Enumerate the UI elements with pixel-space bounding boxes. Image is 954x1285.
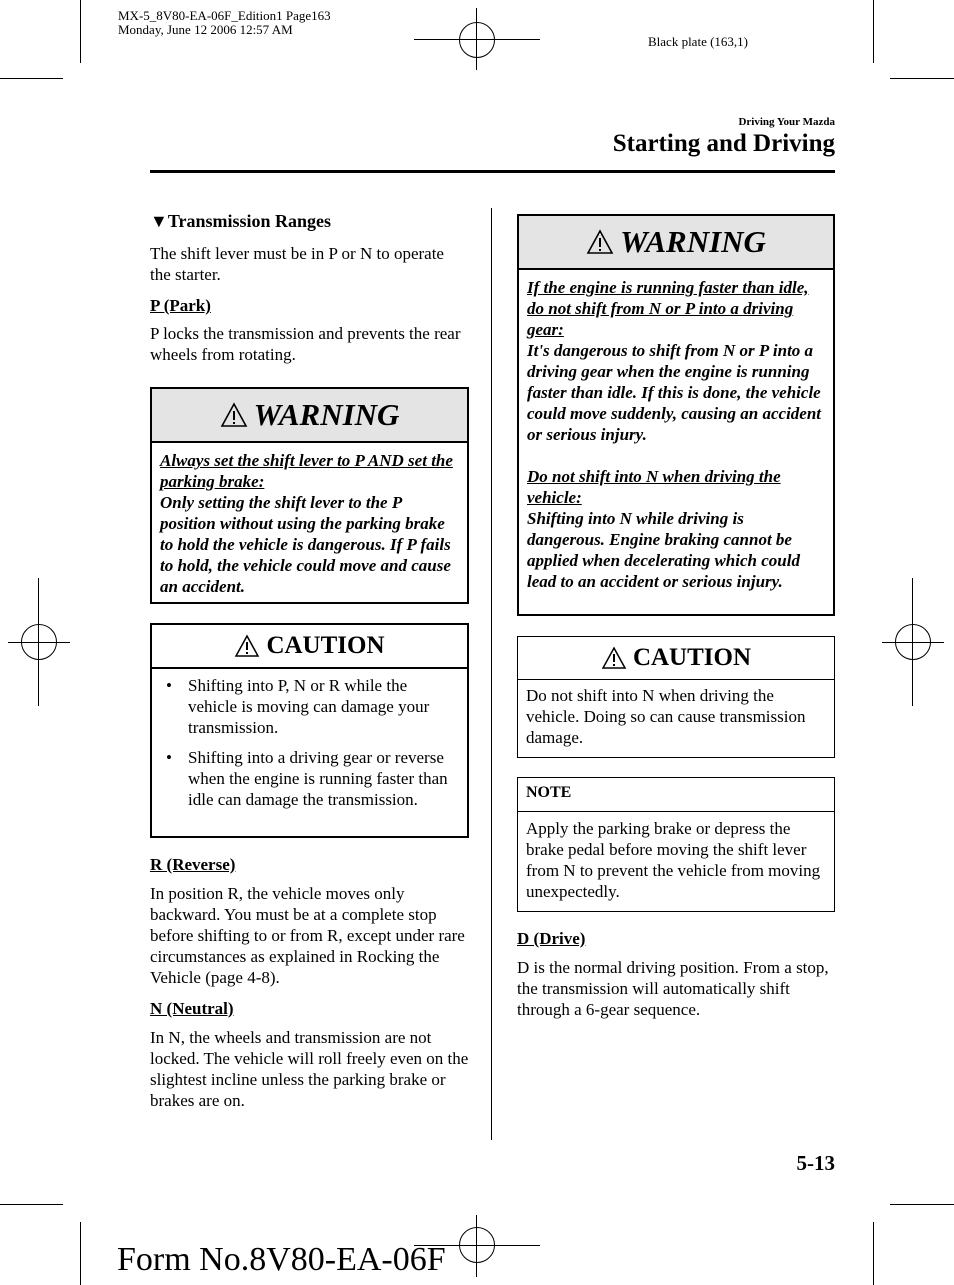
print-file-line: MX-5_8V80-EA-06F_Edition1 Page163 xyxy=(118,8,331,23)
note-title: NOTE xyxy=(518,778,834,812)
warning-box-neutral xyxy=(517,214,835,616)
left-column xyxy=(150,211,468,365)
caution-title: CAUTION xyxy=(266,632,385,659)
warning-text: It's dangerous to shift from N or P into a driving gear when the engine is running faster than idle. If this is done, the vehicle could move suddenly, causing an accident or serious injury. xyxy=(527,341,822,444)
caution-triangle-icon xyxy=(601,646,627,670)
header-rule xyxy=(150,170,835,173)
reverse-heading: R (Reverse) xyxy=(150,855,236,874)
bullet-icon: • xyxy=(166,676,172,695)
page-number: 5-13 xyxy=(796,1151,835,1175)
warning-lead: Do not shift into N when driving the vehicle: xyxy=(527,467,781,507)
caution-body xyxy=(152,669,467,826)
caution-title: CAUTION xyxy=(632,644,752,671)
warning-title: WARNING xyxy=(253,397,400,432)
drive-text: D is the normal driving position. From a stop, the transmission will automatically shift through a 6-gear sequence. xyxy=(517,958,829,1019)
warning-box-park xyxy=(150,387,469,604)
caution-triangle-icon xyxy=(234,634,260,658)
warning-title: WARNING xyxy=(620,224,766,259)
warning-header xyxy=(152,389,467,443)
print-date-line: Monday, June 12 2006 12:57 AM xyxy=(118,22,293,37)
caution-header xyxy=(518,637,834,680)
note-text: Apply the parking brake or depress the brake pedal before moving the shift lever from N to prevent the vehicle from moving unexpectedly. xyxy=(526,819,821,901)
section-heading: ▼Transmission Ranges xyxy=(150,211,332,231)
bullet-icon: • xyxy=(166,748,172,767)
drive-heading: D (Drive) xyxy=(517,929,586,948)
neutral-text: In N, the wheels and transmission are not locked. The vehicle will roll freely even on the slightest incline unless the parking brake or brakes are on. xyxy=(150,1028,469,1110)
column-divider xyxy=(491,208,492,1140)
warning-lead: Always set the shift lever to P AND set the parking brake: xyxy=(160,451,453,491)
warning-text: Shifting into N while driving is dangerous. Engine braking cannot be applied when decelerating which could lead to an accident or serious injury. xyxy=(527,509,800,591)
warning-lead: If the engine is running faster than idle, do not shift from N or P into a driving gear: xyxy=(527,278,809,339)
park-heading: P (Park) xyxy=(150,296,211,315)
left-column-lower xyxy=(150,854,470,1111)
intro-text: The shift lever must be in P or N to operate the starter. xyxy=(150,244,444,284)
warning-body xyxy=(519,270,833,599)
warning-text: Only setting the shift lever to the P position without using the parking brake to hold the vehicle is dangerous. If P fails to hold, the vehicle could move and cause an accident. xyxy=(160,493,451,596)
note-box xyxy=(517,777,835,912)
reverse-text: In position R, the vehicle moves only backward. You must be at a complete stop before shifting to or from R, except under rare circumstances as explained in Rocking the Vehicle (page 4-8). xyxy=(150,884,465,987)
triangle-down-icon: ▼ xyxy=(150,211,168,231)
warning-triangle-icon xyxy=(220,402,248,428)
caution-header xyxy=(152,625,467,669)
warning-body xyxy=(152,443,467,604)
plate-label: Black plate (163,1) xyxy=(648,34,748,49)
section-label: Driving Your Mazda xyxy=(738,116,835,128)
park-text: P locks the transmission and prevents the rear wheels from rotating. xyxy=(150,324,461,364)
neutral-heading: N (Neutral) xyxy=(150,999,234,1018)
page-title: Starting and Driving xyxy=(612,130,835,157)
list-item: • Shifting into a driving gear or reverse when the engine is running faster than idle can damage the transmission. xyxy=(160,747,459,810)
caution-box-neutral xyxy=(517,636,835,758)
caution-text: Do not shift into N when driving the vehicle. Doing so can cause transmission damage. xyxy=(526,686,806,747)
form-number: Form No.8V80-EA-06F xyxy=(117,1241,446,1278)
list-item: • Shifting into P, N or R while the vehicle is moving can damage your transmission. xyxy=(160,675,459,738)
right-column-lower xyxy=(517,928,835,1020)
warning-header xyxy=(519,216,833,270)
caution-box-shifting xyxy=(150,623,469,838)
warning-triangle-icon xyxy=(586,229,614,255)
